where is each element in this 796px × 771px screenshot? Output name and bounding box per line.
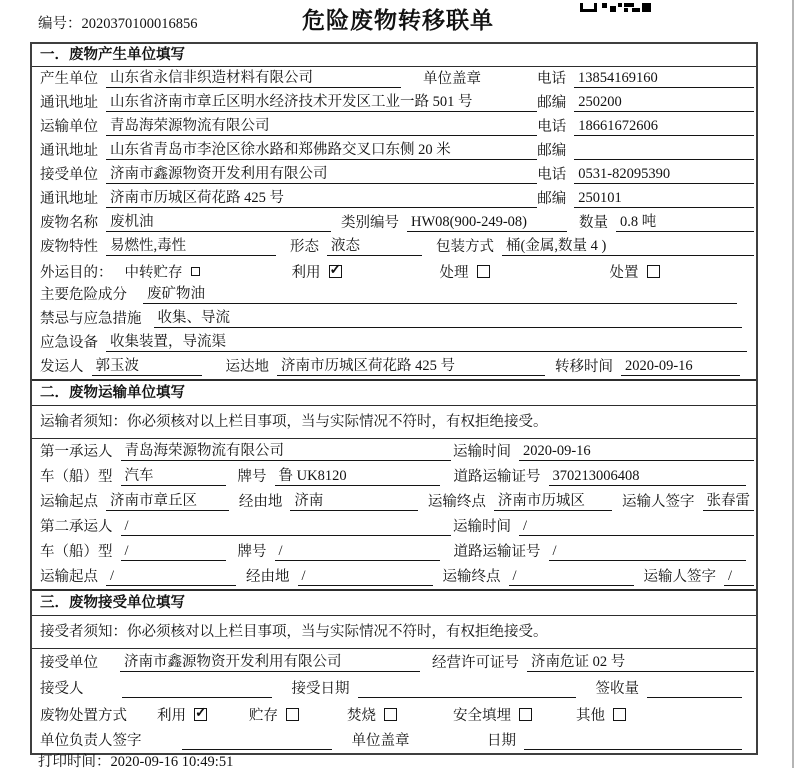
transfer-storage-checkbox	[191, 267, 200, 276]
row-transporter	[32, 115, 756, 139]
receiver-value: 济南市鑫源物资开发利用有限公司	[106, 162, 537, 184]
waste-name-label: 废物名称	[40, 215, 98, 231]
transporter-value: 青岛海荣源物流有限公司	[106, 114, 537, 136]
taboo-value: 收集、导流	[154, 306, 743, 328]
row-addr2	[32, 139, 756, 163]
disposal-opt-burn-label: 焚烧	[347, 707, 376, 724]
row-hazard	[32, 283, 756, 307]
time2-label: 运输时间	[453, 519, 511, 535]
qr-code-fragment-icon	[580, 0, 652, 18]
code-value: HW08(900-249-08)	[407, 214, 567, 232]
disposal-landfill-checkbox	[519, 708, 532, 721]
dest-value: 济南市历城区荷花路 425 号	[277, 354, 545, 376]
license-value: 济南危证 02 号	[527, 650, 754, 672]
time1-label: 运输时间	[453, 444, 511, 460]
dest-label: 运达地	[225, 359, 269, 375]
via2-label: 经由地	[246, 569, 290, 585]
print-time-value: 2020-09-16 10:49:51	[110, 754, 234, 770]
row-dispatch	[32, 355, 756, 379]
pack-value: 桶(金属,数量 4 )	[502, 234, 754, 256]
accept-date-label: 接受日期	[291, 681, 350, 697]
carrier1-value: 青岛海荣源物流有限公司	[121, 439, 451, 461]
purpose-opt-use-label: 利用	[291, 264, 321, 281]
end2-label: 运输终点	[442, 569, 501, 585]
transfer-time-value: 2020-09-16	[621, 358, 740, 376]
addr3-label: 通讯地址	[40, 191, 98, 207]
vehicle2-value: /	[121, 543, 226, 561]
section3-header: 三．废物接受单位填写	[32, 589, 756, 616]
row-disposal	[32, 701, 756, 727]
row-purpose	[32, 259, 756, 283]
permit1-value: 370213006408	[549, 468, 747, 486]
doc-number-value: 2020370100016856	[81, 16, 198, 32]
taboo-label: 禁忌与应急措施	[40, 311, 142, 327]
form-value: 液态	[327, 234, 422, 256]
purpose-opt-treat	[440, 261, 490, 282]
row-vehicle2	[32, 539, 756, 564]
consignor-label: 发运人	[40, 359, 84, 375]
doc-number-label: 编号：	[38, 16, 82, 32]
disposal-store-checkbox	[286, 708, 299, 721]
disposal-other-checkbox	[613, 708, 626, 721]
phone2-value: 18661672606	[574, 118, 754, 136]
traits-value: 易燃性,毒性	[106, 234, 276, 256]
row-acceptor	[32, 675, 756, 701]
phone3-label: 电话	[537, 167, 567, 183]
phone1-label: 电话	[537, 71, 566, 87]
hazard-value: 废矿物油	[143, 282, 737, 304]
origin2-value: /	[106, 568, 236, 586]
print-time-label: 打印时间：	[38, 754, 111, 770]
disposal-use-checkbox	[194, 708, 207, 721]
end2-value: /	[509, 568, 634, 586]
equip-label: 应急设备	[40, 335, 98, 351]
manager-sign-label: 单位负责人签字	[40, 733, 142, 749]
acceptor-value	[122, 697, 272, 698]
form-label: 形态	[290, 239, 319, 255]
disposal-opt-landfill-label: 安全填埋	[453, 707, 511, 724]
receiver-label: 接受单位	[40, 167, 98, 183]
zip2-label: 邮编	[537, 143, 567, 159]
carrier2-value: /	[121, 518, 451, 536]
phone2-label: 电话	[537, 119, 567, 135]
row-taboo	[32, 307, 756, 331]
row-receiver	[32, 163, 756, 187]
zip1-label: 邮编	[537, 95, 567, 111]
phone3-value: 0531-82095390	[574, 166, 754, 184]
vehicle2-label: 车（船）型	[40, 544, 113, 560]
disposal-opt-burn	[347, 704, 397, 725]
date2-label: 日期	[487, 733, 516, 749]
addr2-value: 山东省青岛市李沧区徐水路和郑佛路交叉口东侧 20 米	[106, 138, 537, 160]
qty-label: 数量	[579, 215, 608, 231]
sign2-label: 运输人签字	[643, 569, 716, 585]
addr1-value: 山东省济南市章丘区明水经济技术开发区工业一路 501 号	[106, 90, 537, 112]
disposal-opt-other	[576, 704, 626, 725]
accept-unit-value: 济南市鑫源物资开发利用有限公司	[120, 650, 420, 672]
treat-checkbox	[477, 265, 490, 278]
transporter-label: 运输单位	[40, 119, 98, 135]
zip1-value: 250200	[574, 94, 754, 112]
sign1-label: 运输人签字	[622, 494, 695, 510]
vehicle1-label: 车（船）型	[40, 469, 113, 485]
via2-value: /	[298, 568, 433, 586]
consignor-value: 郭玉波	[92, 354, 202, 376]
amount-label: 签收量	[595, 681, 639, 697]
via1-value: 济南	[290, 489, 418, 511]
addr3-value: 济南市历城区荷花路 425 号	[106, 186, 537, 208]
carrier1-label: 第一承运人	[40, 444, 113, 460]
acceptor-label: 接受人	[40, 681, 84, 697]
sign2-value: /	[724, 568, 754, 586]
qty-value: 0.8 吨	[616, 210, 754, 232]
purpose-opt-use	[292, 261, 342, 282]
section2-notice: 运输者须知：你必须核对以上栏目事项，当与实际情况不符时，有权拒绝接受。	[32, 406, 756, 439]
plate2-value: /	[275, 543, 440, 561]
section3-notice: 接受者须知：你必须核对以上栏目事项，当与实际情况不符时，有权拒绝接受。	[32, 616, 756, 649]
page-title: 危险废物转移联单	[302, 8, 494, 33]
code-label: 类别编号	[341, 215, 399, 231]
pack-label: 包装方式	[436, 239, 494, 255]
end1-label: 运输终点	[427, 494, 486, 510]
row-producer	[32, 67, 756, 91]
row-traits	[32, 235, 756, 259]
vehicle1-value: 汽车	[121, 464, 226, 486]
date2-value	[524, 749, 742, 750]
accept-unit-label: 接受单位	[40, 655, 98, 671]
plate1-value: 鲁 UK8120	[275, 464, 440, 486]
row-route2	[32, 564, 756, 589]
license-label: 经营许可证号	[432, 655, 519, 671]
row-vehicle1	[32, 464, 756, 489]
amount-value	[647, 697, 742, 698]
waste-name-value: 废机油	[106, 210, 331, 232]
row-equip	[32, 331, 756, 355]
time2-value: /	[519, 518, 754, 536]
producer-value: 山东省永信非织造材料有限公司	[106, 66, 401, 88]
doc-number	[38, 12, 198, 33]
use-checkbox	[329, 265, 342, 278]
zip2-value	[574, 159, 754, 160]
unit-seal-label: 单位盖章	[351, 733, 410, 749]
purpose-opt-treat-label: 处理	[439, 264, 469, 281]
dispose-checkbox	[647, 265, 660, 278]
zip3-value: 250101	[574, 190, 754, 208]
via1-label: 经由地	[238, 494, 283, 510]
plate2-label: 牌号	[237, 544, 267, 560]
row-route1	[32, 489, 756, 514]
origin1-label: 运输起点	[40, 494, 98, 510]
section2-header: 二．废物运输单位填写	[32, 379, 756, 406]
phone1-value: 13854169160	[574, 70, 754, 88]
producer-label: 产生单位	[40, 71, 98, 87]
hazard-label: 主要危险成分	[40, 287, 127, 303]
sign1-value: 张春雷	[703, 489, 755, 511]
row-carrier1	[32, 439, 756, 464]
addr2-label: 通讯地址	[40, 143, 98, 159]
row-carrier2	[32, 514, 756, 539]
disposal-opt-store	[249, 704, 299, 725]
permit2-value: /	[549, 543, 747, 561]
purpose-opt-dispose-label: 处置	[609, 264, 639, 281]
row-waste-name	[32, 211, 756, 235]
disposal-burn-checkbox	[384, 708, 397, 721]
disposal-label: 废物处置方式	[40, 707, 127, 724]
disposal-opt-landfill	[453, 704, 532, 725]
traits-label: 废物特性	[40, 239, 98, 255]
origin2-label: 运输起点	[40, 569, 98, 585]
manifest-form	[30, 42, 758, 755]
plate1-label: 牌号	[237, 469, 267, 485]
row-addr3	[32, 187, 756, 211]
disposal-opt-store-label: 贮存	[249, 707, 278, 724]
permit1-label: 道路运输证号	[453, 469, 541, 485]
purpose-opt-transfer	[125, 261, 200, 282]
purpose-opt-dispose	[610, 261, 660, 282]
transfer-time-label: 转移时间	[555, 359, 613, 375]
accept-date-value	[358, 697, 576, 698]
disposal-opt-use-label: 利用	[157, 707, 186, 724]
zip3-label: 邮编	[537, 191, 567, 207]
disposal-opt-other-label: 其他	[576, 707, 605, 724]
section1-header: 一．废物产生单位填写	[32, 44, 756, 67]
origin1-value: 济南市章丘区	[106, 489, 229, 511]
purpose-label: 外运目的：	[40, 264, 113, 281]
carrier2-label: 第二承运人	[40, 519, 113, 535]
purpose-opt-transfer-label: 中转贮存	[124, 264, 183, 281]
time1-value: 2020-09-16	[519, 443, 754, 461]
seal-label: 单位盖章	[423, 71, 481, 87]
addr1-label: 通讯地址	[40, 95, 98, 111]
page-edge-line	[792, 0, 794, 768]
row-accept-unit	[32, 649, 756, 675]
row-addr1	[32, 91, 756, 115]
permit2-label: 道路运输证号	[453, 544, 541, 560]
disposal-opt-use	[157, 704, 207, 725]
equip-value: 收集装置，导流渠	[106, 330, 747, 352]
end1-value: 济南市历城区	[494, 489, 612, 511]
